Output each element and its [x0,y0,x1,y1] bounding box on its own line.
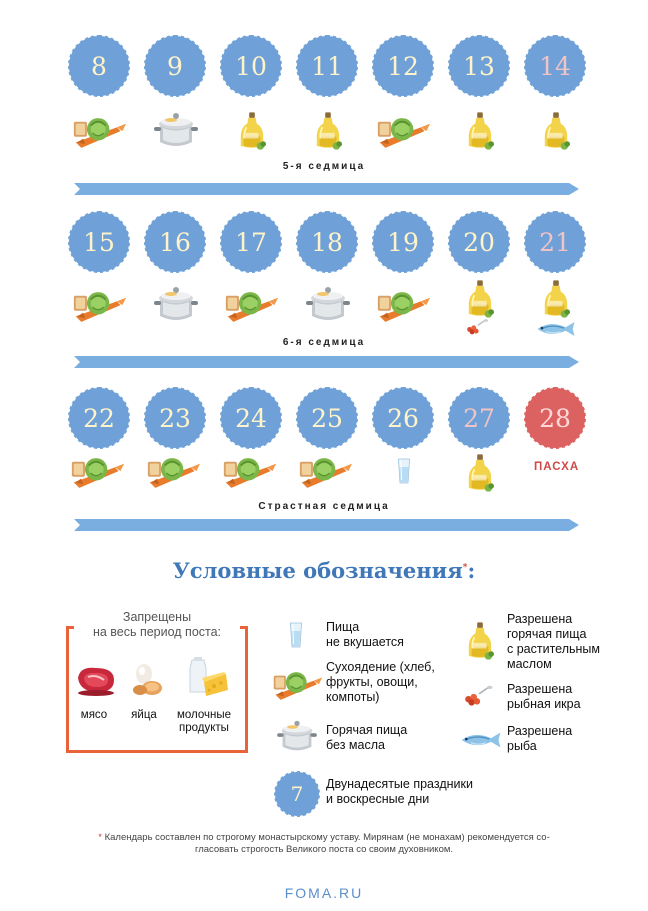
day-8: 8 [71,38,127,94]
legend-oil-text: Разрешена горячая пища с растительным маслом [507,612,600,671]
oil-icon [314,110,342,152]
oil-icon [542,110,570,152]
water-glass-icon [288,620,304,650]
day-28-pascha: 28 [527,390,583,446]
dry-food-icon [222,454,278,492]
day-20: 20 [451,214,507,270]
week-label: Страстная седмица [258,501,390,512]
day-27: 27 [451,390,507,446]
legend-caviar-text: Разрешена рыбная икра [507,682,581,711]
legend-title: Условные обозначения*: [172,558,476,583]
oil-icon [238,110,266,152]
dry-food-icon [72,114,128,152]
legend-feast-text: Двунадесятые праздники и воскресные дни [326,777,473,806]
legend-dry-text: Сухоядение (хлеб, фрукты, овощи, компоты) [326,660,435,704]
pot-icon [154,110,198,150]
dry-food-icon [224,288,280,326]
day-11: 11 [299,38,355,94]
pot-icon [154,284,198,324]
week-arrow [74,519,579,531]
day-21: 21 [527,214,583,270]
day-16: 16 [147,214,203,270]
dry-food-icon [272,668,324,704]
pascha-label: ПАСХА [534,461,580,473]
feast-day-sample: 7 [277,774,317,814]
day-17: 17 [223,214,279,270]
oil-icon [542,278,570,320]
footnote: * Календарь составлен по строгому монастырскому уставу. Мирянам (не монахам) рекомендуется со- гласовать строгость Великого поста со своим духовником. [98,832,550,855]
dry-food-icon [72,288,128,326]
day-9: 9 [147,38,203,94]
dry-food-icon [298,454,354,492]
day-14: 14 [527,38,583,94]
day-22: 22 [71,390,127,446]
banned-title: Запрещены на весь период поста: [92,610,222,639]
legend-pot-text: Горячая пища без масла [326,723,408,752]
oil-icon [466,452,494,494]
day-19: 19 [375,214,431,270]
oil-icon [466,110,494,152]
oil-icon [466,278,494,320]
week-label: 5-я седмица [282,161,366,172]
day-24: 24 [223,390,279,446]
banned-item-label: мясо [80,709,108,721]
oil-icon [466,620,494,662]
week-label: 6-я седмица [282,337,366,348]
water-glass-icon [396,456,412,486]
banned-item-label: молочные продукты [176,709,232,734]
fish-icon [534,320,578,338]
caviar-icon [464,318,490,336]
legend-water-text: Пища не вкушается [326,620,404,649]
banned-item-label: яйца [131,709,157,721]
day-26: 26 [375,390,431,446]
day-10: 10 [223,38,279,94]
week-arrow [74,183,579,195]
legend-fish-text: Разрешена рыба [507,724,573,753]
dry-food-icon [376,114,432,152]
brand-footer[interactable]: FOMA.RU [284,885,364,901]
week-arrow [74,356,579,368]
day-12: 12 [375,38,431,94]
eggs-icon [130,658,170,698]
dry-food-icon [70,454,126,492]
meat-icon [74,662,118,698]
day-25: 25 [299,390,355,446]
day-15: 15 [71,214,127,270]
dry-food-icon [376,288,432,326]
pot-icon [306,284,350,324]
pot-icon [277,718,317,754]
day-23: 23 [147,390,203,446]
day-13: 13 [451,38,507,94]
caviar-icon [462,684,494,708]
day-18: 18 [299,214,355,270]
dairy-icon [180,656,230,700]
fish-icon [458,730,504,750]
dry-food-icon [146,454,202,492]
